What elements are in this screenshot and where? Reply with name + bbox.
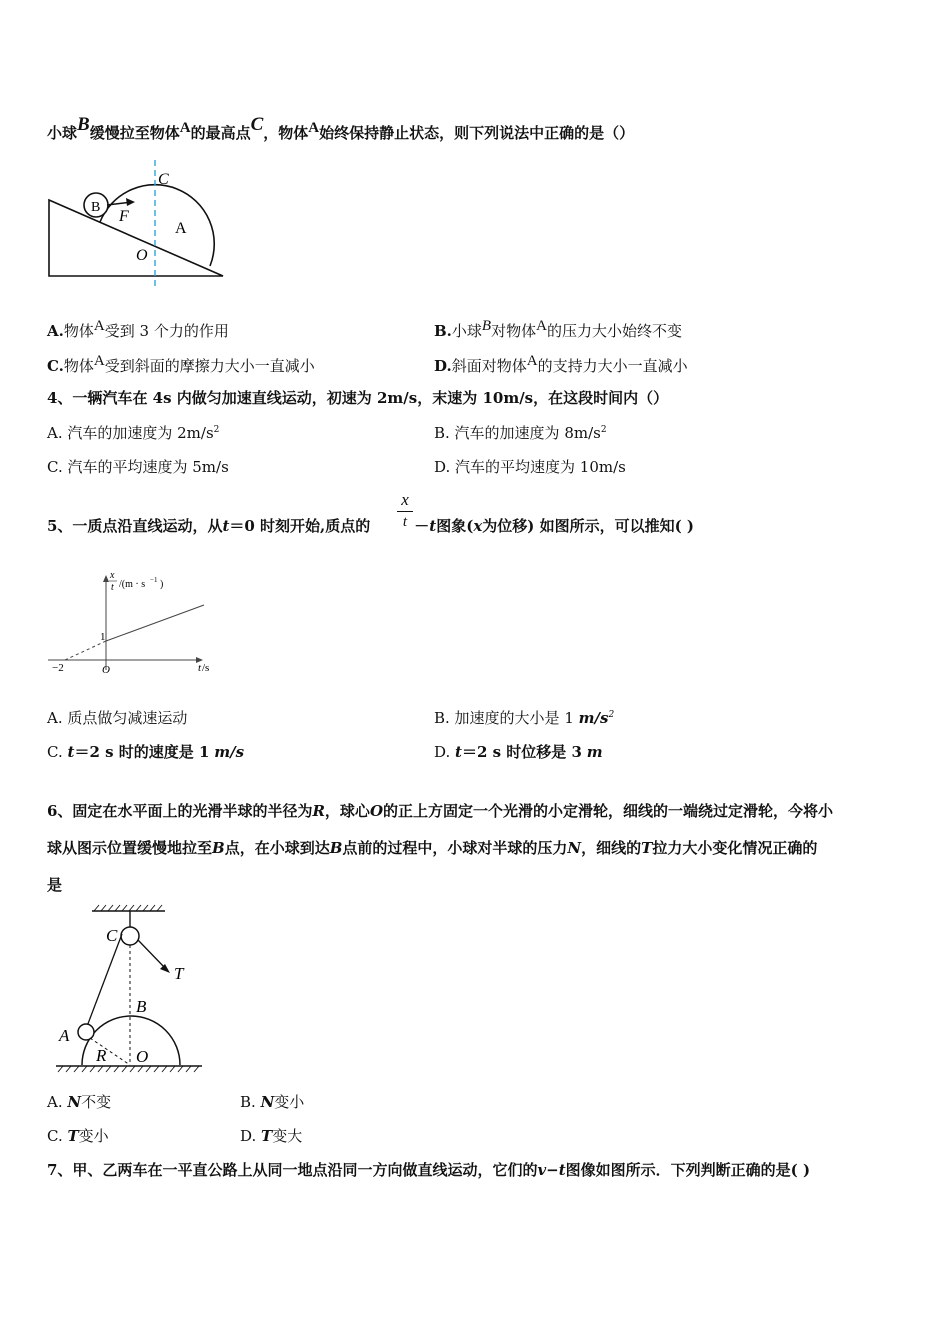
q4-option-a[interactable]: A. 汽车的加速度为 $2m/s^2$ (47, 424, 220, 442)
q3-var-a-2: A (308, 120, 320, 136)
label-r: R (96, 1046, 107, 1065)
y-label-close: ) (160, 579, 164, 590)
string-to-ball (86, 934, 122, 1029)
q6-option-d[interactable]: D. T变大 (240, 1127, 303, 1145)
q5-option-c[interactable]: C. t＝2 s 时的速度是 1 m/s (47, 743, 245, 761)
label-f: F (119, 208, 129, 225)
y-axis-arrowhead (103, 575, 109, 582)
force-f-arrowhead (126, 198, 135, 206)
tick-one: 1 (100, 631, 106, 643)
q3-var-a: A (179, 120, 191, 136)
y-label-unit: /(m · s (119, 579, 146, 590)
ground-hatching (58, 1066, 199, 1072)
q3-option-d[interactable]: D.斜面对物体A的支持力大小一直减小 (434, 353, 688, 375)
y-label-num: x (110, 570, 115, 581)
q6-option-b[interactable]: B. N变小 (240, 1093, 305, 1111)
q5-option-b[interactable]: B. 加速度的大小是 1 $m/s^2$ (434, 709, 615, 727)
x-label-var: t (198, 662, 202, 674)
extrapolation-dashed-line (65, 641, 106, 660)
q3-option-a[interactable]: A.物体A受到 3 个力的作用 (47, 318, 229, 340)
q3-option-b[interactable]: B.小球B对物体A的压力大小始终不变 (434, 318, 682, 340)
q3-stem: 小球B缓慢拉至物体A的最高点C，物体A始终保持静止状态，则下列说法中正确的是（） (47, 114, 635, 142)
data-line (106, 605, 204, 641)
label-b: B (91, 200, 101, 215)
q6-option-c[interactable]: C. T变小 (47, 1127, 109, 1145)
ceiling-hatching (94, 905, 162, 911)
q6-option-a[interactable]: A. N不变 (47, 1093, 112, 1111)
pulley-c (121, 927, 139, 945)
y-label-exp: −1 (150, 576, 158, 584)
incline (49, 200, 223, 276)
x-label-unit: /s (202, 662, 210, 674)
q6-line-3: 是 (47, 876, 63, 894)
label-t: T (174, 964, 184, 983)
label-b: B (136, 997, 147, 1016)
fraction-denominator: t (402, 514, 408, 530)
string-t-arrowhead (160, 964, 170, 973)
q3-var-c: C (250, 114, 264, 135)
q6-figure (52, 905, 212, 1075)
q5-stem: 5、一质点沿直线运动，从t＝0 时刻开始,质点的 －t图象(x为位移) 如图所示，可以推知( ) (47, 517, 695, 535)
label-o: O (136, 247, 148, 264)
tick-neg-two: −2 (52, 662, 64, 674)
string-t-arrow (138, 940, 166, 969)
q5-option-d[interactable]: D. t＝2 s 时位移是 3 m (434, 743, 603, 761)
label-a: A (175, 220, 187, 237)
fraction-numerator: x (401, 490, 409, 509)
ball-a (78, 1024, 94, 1040)
q4-stem: 4、一辆汽车在 4s 内做匀加速直线运动，初速为 2m/s，末速为 10m/s，在这段时间内（） (47, 389, 669, 407)
label-a: A (59, 1026, 70, 1045)
label-o: O (136, 1047, 149, 1066)
q4-option-b[interactable]: B. 汽车的加速度为 $8m/s^2$ (434, 424, 607, 442)
q6-line-2: 球从图示位置缓慢地拉至B点，在小球到达B点前的过程中，小球对半球的压力N，细线的T拉力大小变化情况正确的 (47, 839, 818, 857)
label-c: C (106, 926, 118, 945)
q5-option-a[interactable]: A. 质点做匀减速运动 (47, 709, 188, 727)
object-a-arc (100, 185, 214, 266)
q7-stem: 7、甲、乙两车在一平直公路上从同一地点沿同一方向做直线运动，它们的v−t图像如图所示．下列判断正确的是( ) (47, 1161, 811, 1179)
q3-option-c[interactable]: C.物体A受到斜面的摩擦力大小一直减小 (47, 353, 315, 375)
y-label-den: t (111, 582, 114, 593)
label-c: C (158, 171, 169, 188)
q4-option-d[interactable]: D. 汽车的平均速度为 10m/s (434, 458, 626, 476)
q3-figure (40, 160, 240, 290)
q5-fraction (396, 490, 414, 532)
q5-figure (48, 570, 228, 680)
origin-label: O (102, 664, 110, 676)
q6-line-1: 6、固定在水平面上的光滑半球的半径为R，球心O的正上方固定一个光滑的小定滑轮，细线的一端绕过定滑轮，今将小 (47, 802, 834, 820)
q4-option-c[interactable]: C. 汽车的平均速度为 5m/s (47, 458, 229, 476)
q3-var-b: B (77, 114, 90, 135)
